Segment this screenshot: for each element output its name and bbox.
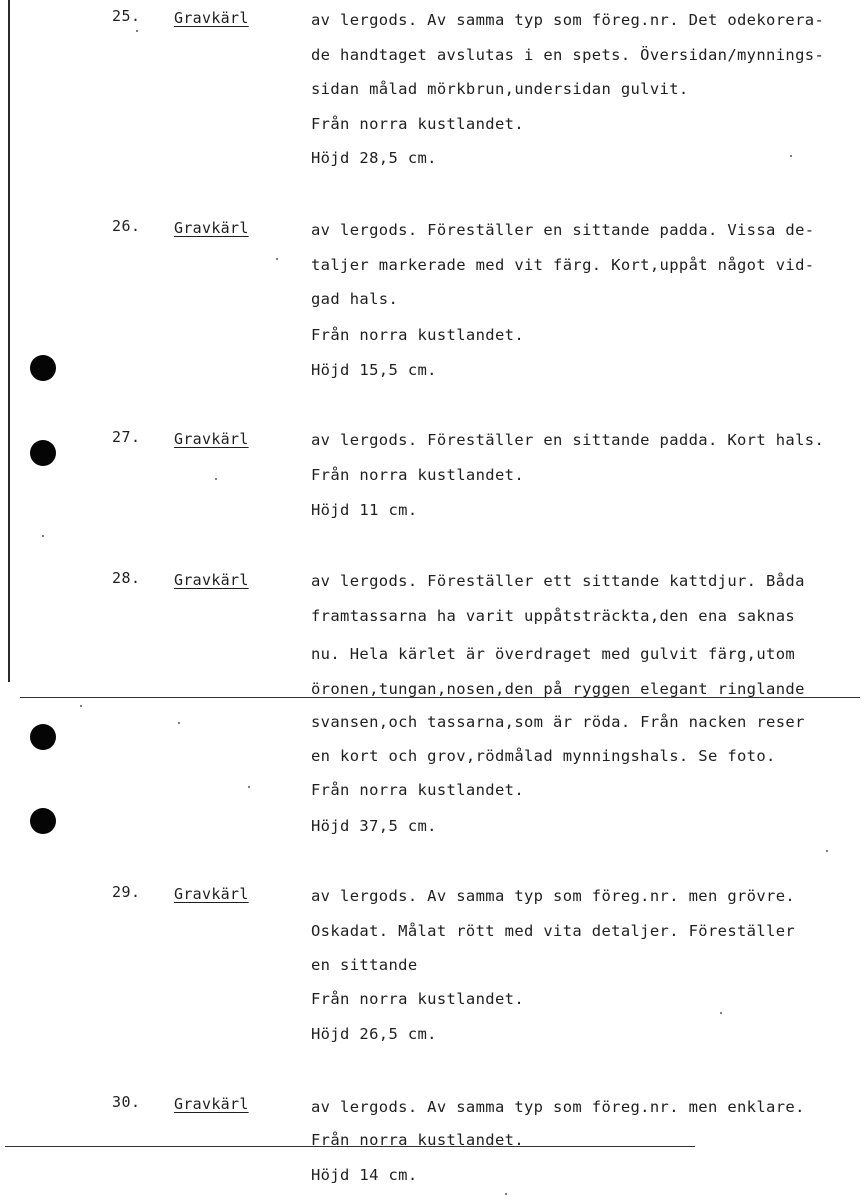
description-line: taljer markerade med vit färg. Kort,uppåt något vid- [311, 256, 815, 274]
height-line: Höjd 37,5 cm. [311, 817, 437, 835]
entry-title: Gravkärl [174, 219, 249, 237]
entry-number: 30. [112, 1093, 141, 1111]
scan-speck [826, 850, 828, 852]
entry-title: Gravkärl [174, 1095, 249, 1113]
provenance-line: Från norra kustlandet. [311, 115, 524, 133]
entry-number: 28. [112, 569, 141, 587]
scan-speck [136, 30, 138, 32]
height-line: Höjd 15,5 cm. [311, 361, 437, 379]
description-line: av lergods. Av samma typ som föreg.nr. Det odekorera- [311, 11, 825, 29]
description-line: öronen,tungan,nosen,den på ryggen elegant ringlande [311, 680, 805, 698]
description-line: Oskadat. Målat rött med vita detaljer. Föreställer [311, 922, 796, 940]
scan-speck [80, 705, 82, 707]
provenance-line: Från norra kustlandet. [311, 990, 524, 1008]
entry-title: Gravkärl [174, 571, 249, 589]
scan-speck [178, 722, 180, 724]
scan-speck [248, 786, 250, 788]
description-line: gad hals. [311, 290, 399, 308]
description-line: av lergods. Föreställer en sittande padda. Vissa de- [311, 221, 815, 239]
provenance-line: Från norra kustlandet. [311, 326, 524, 344]
description-line: av lergods. Föreställer en sittande padda. Kort hals. [311, 431, 825, 449]
entry-number: 25. [112, 7, 141, 25]
description-line: nu. Hela kärlet är överdraget med gulvit färg,utom [311, 645, 796, 663]
scan-speck [790, 155, 792, 157]
provenance-line: Från norra kustlandet. [311, 466, 524, 484]
scan-speck [505, 1193, 507, 1195]
scan-speck [276, 258, 278, 260]
description-line: en sittande [311, 956, 418, 974]
description-line: av lergods. Av samma typ som föreg.nr. men enklare. [311, 1098, 805, 1116]
entry-number: 26. [112, 217, 141, 235]
provenance-line: Från norra kustlandet. [311, 1131, 524, 1149]
description-line: framtassarna ha varit uppåtsträckta,den ena saknas [311, 607, 796, 625]
punch-hole [30, 808, 56, 834]
entry-title: Gravkärl [174, 430, 249, 448]
entry-number: 29. [112, 883, 141, 901]
punch-hole [30, 355, 56, 381]
description-line: sidan målad mörkbrun,undersidan gulvit. [311, 80, 689, 98]
entry-title: Gravkärl [174, 9, 249, 27]
height-line: Höjd 28,5 cm. [311, 149, 437, 167]
scan-speck [42, 535, 44, 537]
provenance-line: Från norra kustlandet. [311, 781, 524, 799]
scan-speck [720, 1012, 722, 1014]
punch-hole [30, 724, 56, 750]
scan-speck [215, 478, 217, 480]
height-line: Höjd 11 cm. [311, 501, 418, 519]
description-line: de handtaget avslutas i en spets. Översidan/mynnings- [311, 46, 825, 64]
left-margin-line [8, 0, 10, 682]
entry-number: 27. [112, 428, 141, 446]
description-line: svansen,och tassarna,som är röda. Från nacken reser [311, 713, 805, 731]
description-line: en kort och grov,rödmålad mynningshals. Se foto. [311, 747, 776, 765]
punch-hole [30, 440, 56, 466]
entry-title: Gravkärl [174, 885, 249, 903]
height-line: Höjd 14 cm. [311, 1166, 418, 1184]
description-line: av lergods. Föreställer ett sittande kattdjur. Båda [311, 572, 805, 590]
description-line: av lergods. Av samma typ som föreg.nr. men grövre. [311, 887, 796, 905]
height-line: Höjd 26,5 cm. [311, 1025, 437, 1043]
